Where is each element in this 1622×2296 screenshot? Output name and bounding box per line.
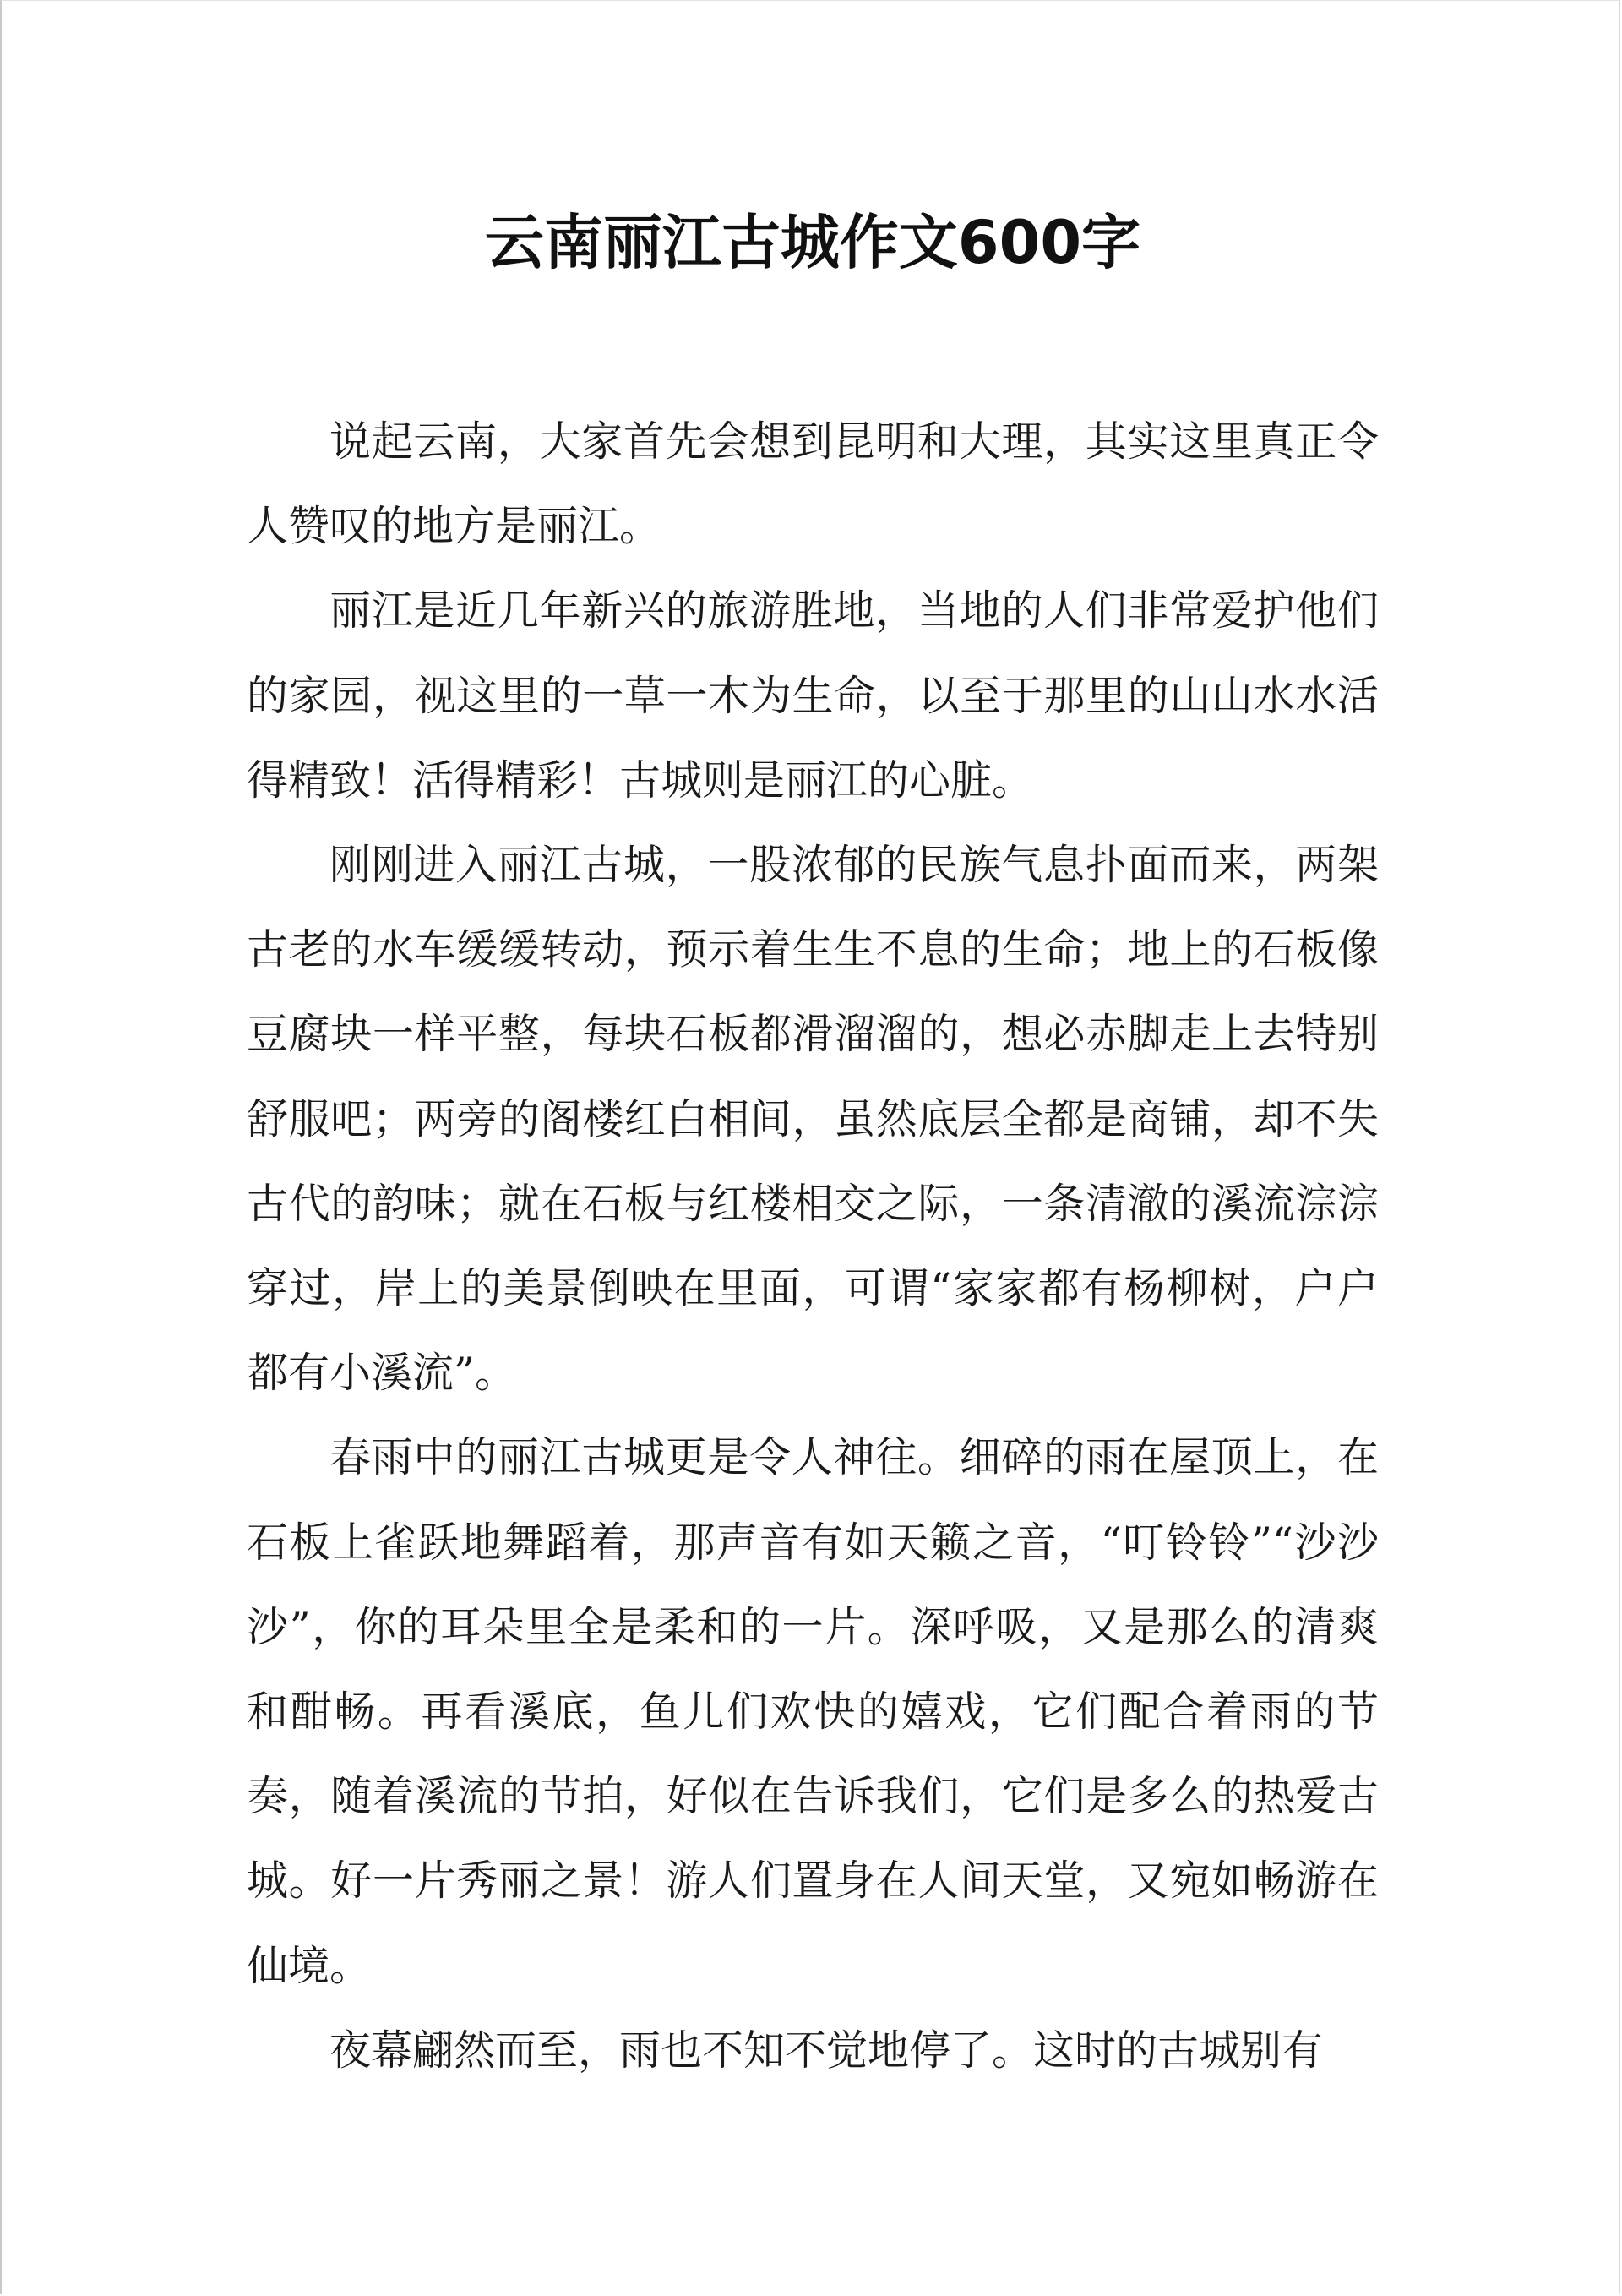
paragraph: 春雨中的丽江古城更是令人神往。细碎的雨在屋顶上，在石板上雀跃地舞蹈着，那声音有如天籁之音，“叮铃铃”“沙沙沙”，你的耳朵里全是柔和的一片。深呼吸，又是那么的清爽和酣畅。再看溪底，鱼儿们欢快的嬉戏，它们配合着雨的节奏，随着溪流的节拍，好似在告诉我们，它们是多么的热爱古城。好一片秀丽之景！游人们置身在人间天堂，又宛如畅游在仙境。 [247,1433,1379,1990]
document-body [247,400,1379,2093]
paragraph: 说起云南，大家首先会想到昆明和大理，其实这里真正令人赞叹的地方是丽江。 [247,417,1379,551]
paragraph: 夜幕翩然而至，雨也不知不觉地停了。这时的古城别有 [329,2026,1324,2075]
paragraph: 刚刚进入丽江古城，一股浓郁的民族气息扑面而来，两架古老的水车缓缓转动，预示着生生不息的生命；地上的石板像豆腐块一样平整，每块石板都滑溜溜的，想必赤脚走上去特别舒服吧；两旁的阁楼红白相间，虽然底层全都是商铺，却不失古代的韵味；就在石板与红楼相交之际，一条清澈的溪流淙淙穿过，岸上的美景倒映在里面，可谓“家家都有杨柳树，户户都有小溪流”。 [247,841,1379,1398]
document-title: 云南丽江古城作文600字 [484,208,1141,277]
paragraph: 丽江是近几年新兴的旅游胜地，当地的人们非常爱护他们的家园，视这里的一草一木为生命，以至于那里的山山水水活得精致！活得精彩！古城则是丽江的心脏。 [247,586,1379,804]
